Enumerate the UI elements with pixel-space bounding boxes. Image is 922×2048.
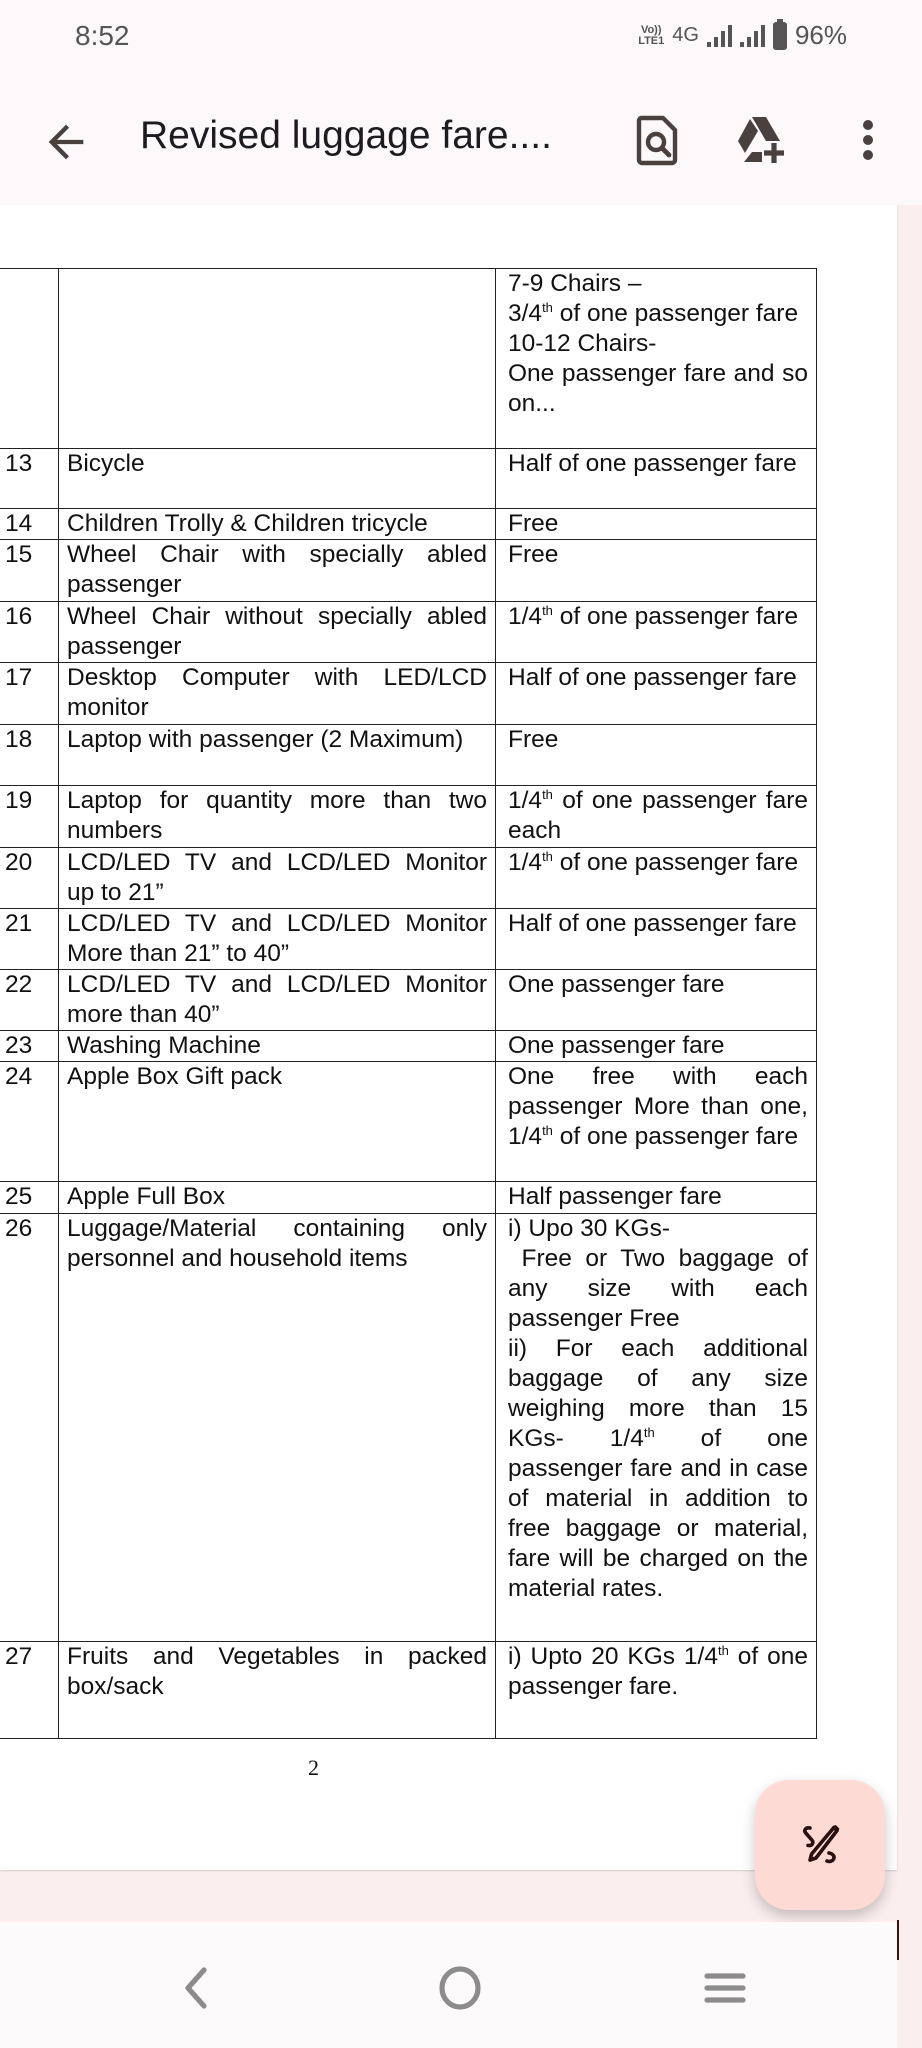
- fare-rule: [496, 1031, 817, 1062]
- lte-label: LTE1: [638, 34, 665, 47]
- annotate-pen-icon: [798, 1821, 842, 1869]
- row-number: 25: [0, 1182, 59, 1214]
- fare-rule: [496, 602, 817, 663]
- fare-text: Free: [508, 726, 559, 753]
- status-icons: [638, 20, 847, 51]
- fare-text: Half of one passenger fare: [508, 910, 797, 937]
- fare-text: i) Upo 30 KGs- Free or Two baggage of any size with each passenger Free ii) For each additional baggage of any size weighing more than 15 KGs- 1/4th of one passenger fare and in case of material in addition to free baggage or material, fare will be charged on the material rates.: [508, 1215, 815, 1602]
- fare-text: 1/4th of one passenger fare: [508, 848, 799, 876]
- item-description: Apple Full Box: [59, 1182, 496, 1214]
- row-number: 20: [0, 848, 59, 909]
- document-page: [0, 205, 897, 1870]
- table-row: [0, 725, 817, 786]
- find-in-document-icon: [635, 114, 679, 166]
- item-description: Children Trolly & Children tricycle: [59, 509, 496, 540]
- signal-icon-2: [740, 25, 765, 47]
- row-number: 13: [0, 449, 59, 509]
- item-description: LCD/LED TV and LCD/LED Monitor more than 40”: [59, 970, 496, 1031]
- item-description: Bicycle: [59, 449, 496, 509]
- fare-rule: [496, 449, 817, 509]
- item-description: Washing Machine: [59, 1031, 496, 1062]
- table-row: [0, 602, 817, 663]
- nav-back-icon: [180, 1966, 210, 2010]
- fare-text: i) Upto 20 KGs 1/4th of one passenger fare.: [508, 1642, 815, 1700]
- fare-text: Free: [508, 541, 559, 568]
- row-number: 19: [0, 786, 59, 848]
- nav-recents-icon: [703, 1970, 747, 2006]
- table-row: [0, 509, 817, 540]
- table-row: [0, 269, 817, 449]
- nav-back-button[interactable]: [160, 1958, 230, 2018]
- item-description: Luggage/Material containing only personnel and household items: [59, 1214, 496, 1642]
- fare-rule: [496, 786, 817, 848]
- item-description: Laptop for quantity more than two numbers: [59, 786, 496, 848]
- document-title: Revised luggage fare....: [140, 114, 552, 157]
- table-row: [0, 540, 817, 602]
- fare-text: 1/4th of one passenger fare: [508, 602, 799, 630]
- fare-text: One passenger fare: [508, 1032, 725, 1059]
- fare-text: 1/4th of one passenger fare each: [508, 786, 815, 844]
- table-row: [0, 909, 817, 970]
- row-number: 14: [0, 509, 59, 540]
- fare-rule: [496, 663, 817, 725]
- fare-text: One free with each passenger More than one, 1/4th of one passenger fare: [508, 1063, 815, 1150]
- status-time: 8:52: [75, 20, 130, 51]
- table-row: [0, 1062, 817, 1182]
- row-number: [0, 269, 59, 449]
- signal-icon-1: [707, 25, 732, 47]
- annotate-fab-button[interactable]: [755, 1780, 885, 1910]
- luggage-fare-table: [0, 268, 817, 1739]
- table-row: [0, 1214, 817, 1642]
- row-number: 26: [0, 1214, 59, 1642]
- more-options-icon: [861, 118, 875, 162]
- fare-text: Half of one passenger fare: [508, 450, 797, 477]
- more-options-button[interactable]: [836, 108, 900, 172]
- row-number: 23: [0, 1031, 59, 1062]
- nav-home-button[interactable]: [425, 1958, 495, 2018]
- add-to-drive-button[interactable]: [730, 108, 794, 172]
- fare-rule: [496, 1062, 817, 1182]
- system-nav-bar: [0, 1922, 900, 2048]
- fare-text: 7-9 Chairs – 3/4th of one passenger fare 10-12 Chairs- One passenger fare and so on...: [508, 270, 808, 417]
- fare-rule: [496, 540, 817, 602]
- row-number: 21: [0, 909, 59, 970]
- row-number: 16: [0, 602, 59, 663]
- row-number: 15: [0, 540, 59, 602]
- item-description: [59, 269, 496, 449]
- row-number: 18: [0, 725, 59, 786]
- battery-icon: [773, 22, 787, 50]
- battery-percent: 96%: [794, 20, 847, 50]
- item-description: Wheel Chair without specially abled passenger: [59, 602, 496, 663]
- luggage-fare-table-wrapper: [0, 268, 816, 1739]
- arrow-back-icon: [40, 116, 92, 168]
- nav-home-icon: [438, 1966, 482, 2010]
- fare-text: Half of one passenger fare: [508, 664, 797, 691]
- fare-rule: [496, 909, 817, 970]
- table-row: [0, 1182, 817, 1214]
- fare-rule: [496, 269, 817, 449]
- table-row: [0, 786, 817, 848]
- table-row: [0, 663, 817, 725]
- table-row: [0, 1642, 817, 1739]
- item-description: LCD/LED TV and LCD/LED Monitor More than 21” to 40”: [59, 909, 496, 970]
- fare-rule: [496, 509, 817, 540]
- app-bar: [0, 78, 922, 205]
- fare-rule: [496, 848, 817, 909]
- table-row: [0, 1031, 817, 1062]
- status-bar: [0, 0, 922, 78]
- page-edge: [897, 1922, 922, 2048]
- fare-rule: [496, 1642, 817, 1739]
- table-row: [0, 848, 817, 909]
- item-description: Desktop Computer with LED/LCD monitor: [59, 663, 496, 725]
- fare-rule: [496, 970, 817, 1031]
- volte-icon: [638, 25, 664, 47]
- fare-rule: [496, 725, 817, 786]
- row-number: 27: [0, 1642, 59, 1739]
- row-number: 22: [0, 970, 59, 1031]
- add-to-drive-icon: [734, 115, 790, 165]
- item-description: Wheel Chair with specially abled passenger: [59, 540, 496, 602]
- table-row: [0, 449, 817, 509]
- table-body: [0, 269, 817, 1739]
- network-type: 4G: [672, 24, 699, 46]
- nav-recents-button[interactable]: [690, 1958, 760, 2018]
- back-button[interactable]: [40, 116, 92, 168]
- item-description: Laptop with passenger (2 Maximum): [59, 725, 496, 786]
- fare-text: Half passenger fare: [508, 1183, 722, 1210]
- find-in-document-button[interactable]: [625, 108, 689, 172]
- volte-label: Vo)): [640, 23, 662, 36]
- fare-rule: [496, 1182, 817, 1214]
- page-number: 2: [308, 1755, 319, 1780]
- item-description: Apple Box Gift pack: [59, 1062, 496, 1182]
- row-number: 17: [0, 663, 59, 725]
- item-description: LCD/LED TV and LCD/LED Monitor up to 21”: [59, 848, 496, 909]
- scroll-indicator[interactable]: [897, 1920, 899, 1960]
- fare-text: Free: [508, 510, 559, 537]
- table-row: [0, 970, 817, 1031]
- row-number: 24: [0, 1062, 59, 1182]
- fare-rule: [496, 1214, 817, 1642]
- item-description: Fruits and Vegetables in packed box/sack: [59, 1642, 496, 1739]
- fare-text: One passenger fare: [508, 971, 725, 998]
